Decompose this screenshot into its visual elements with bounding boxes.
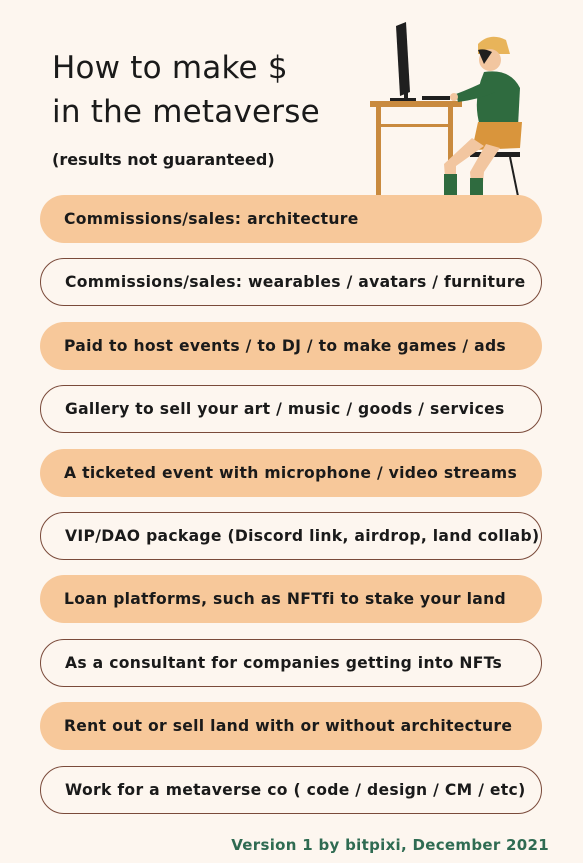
list-item: Commissions/sales: architecture [40, 195, 542, 243]
page-title [52, 46, 320, 134]
title-line-1: How to make $ [52, 50, 288, 86]
list-item: As a consultant for companies getting into NFTs [40, 639, 542, 687]
subtitle: (results not guaranteed) [52, 150, 275, 169]
list-item: Rent out or sell land with or without architecture [40, 702, 542, 750]
keyboard-icon [422, 96, 450, 100]
list-item: VIP/DAO package (Discord link, airdrop, land collab) [40, 512, 542, 560]
person-at-computer-illustration [360, 14, 560, 214]
list-item: Work for a metaverse co ( code / design / CM / etc) [40, 766, 542, 814]
person-icon [428, 37, 522, 206]
ways-to-earn-list [40, 195, 542, 829]
list-item: Commissions/sales: wearables / avatars / furniture [40, 258, 542, 306]
list-item: Gallery to sell your art / music / goods / services [40, 385, 542, 433]
footer-credit: Version 1 by bitpixi, December 2021 [231, 836, 549, 854]
list-item: Paid to host events / to DJ / to make games / ads [40, 322, 542, 370]
monitor-icon [390, 22, 416, 101]
list-item: A ticketed event with microphone / video streams [40, 449, 542, 497]
title-line-2: in the metaverse [52, 94, 320, 130]
list-item: Loan platforms, such as NFTfi to stake your land [40, 575, 542, 623]
